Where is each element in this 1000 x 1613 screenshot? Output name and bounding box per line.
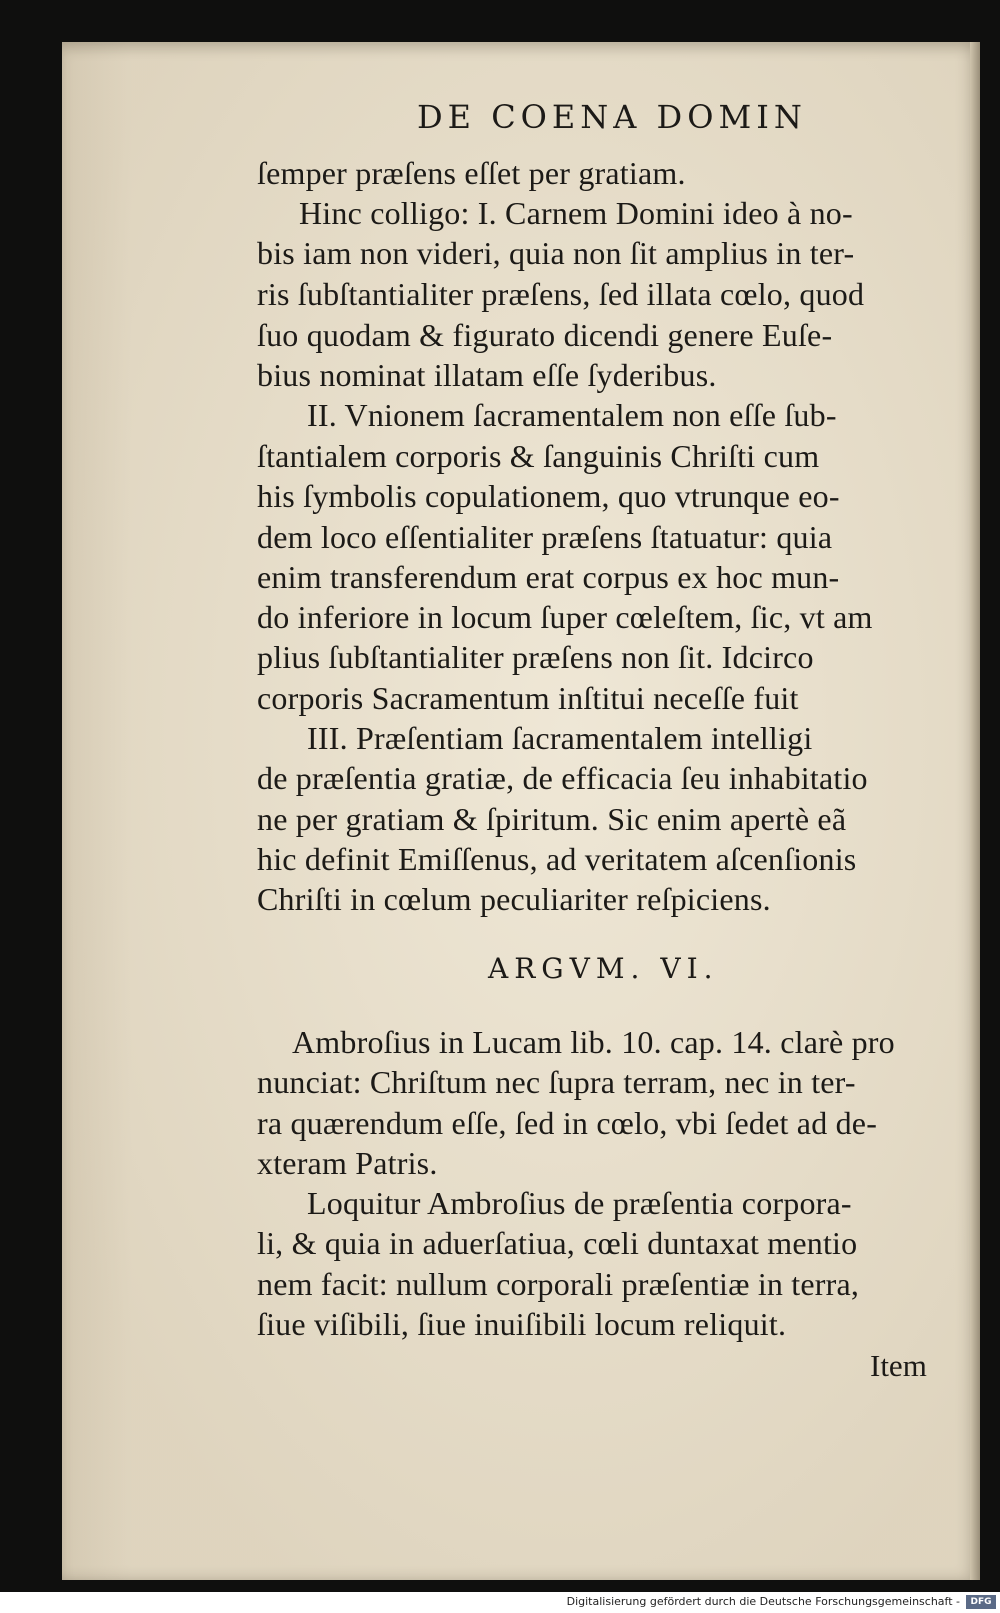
- text-line: bius nominat illatam eſſe ſyderibus.: [257, 357, 717, 393]
- dfg-logo: DFG: [966, 1595, 996, 1609]
- book-page: [62, 42, 980, 1580]
- text-line: Ambroſius in Lucam lib. 10. cap. 14. clarè pro: [292, 1024, 895, 1060]
- text-line: nunciat: Chriſtum nec ſupra terram, nec in ter-: [257, 1064, 856, 1100]
- text-line: plius ſubſtantialiter præſens non ſit. Idcirco: [257, 639, 814, 675]
- text-line: Loquitur Ambroſius de præſentia corpora-: [307, 1185, 852, 1221]
- footer-bar: [0, 1592, 1000, 1613]
- running-head: DE COENA DOMIN: [417, 98, 807, 136]
- footer-credit: Digitalisierung gefördert durch die Deutsche Forschungsgemeinschaft -: [566, 1595, 960, 1608]
- text-line: III. Præſentiam ſacramentalem intelligi: [307, 720, 813, 756]
- text-line: his ſymbolis copulationem, quo vtrunque eo-: [257, 478, 840, 514]
- text-line: corporis Sacramentum inſtitui neceſſe fuit: [257, 680, 799, 716]
- catchword: Item: [870, 1348, 927, 1383]
- text-line: nem facit: nullum corporali præſentiæ in terra,: [257, 1266, 860, 1302]
- text-line: Hinc colligo: I. Carnem Domini ideo à no-: [299, 195, 853, 231]
- text-line: enim transferendum erat corpus ex hoc mun-: [257, 559, 840, 595]
- text-line: ra quærendum eſſe, ſed in cœlo, vbi ſedet ad de-: [257, 1105, 878, 1141]
- text-line: ſiue viſibili, ſiue inuiſibili locum reliquit.: [257, 1306, 787, 1342]
- text-line: hic definit Emiſſenus, ad veritatem aſcenſionis: [257, 841, 857, 877]
- text-line: bis iam non videri, quia non ſit amplius in ter-: [257, 235, 855, 271]
- text-line: ſtantialem corporis & ſanguinis Chriſti cum: [257, 438, 820, 474]
- text-line: ris ſubſtantialiter præſens, ſed illata cœlo, quod: [257, 276, 865, 312]
- section-heading: ARGVM. VI.: [488, 952, 719, 985]
- text-line: ſemper præſens eſſet per gratiam.: [257, 155, 686, 191]
- text-line: ne per gratiam & ſpiritum. Sic enim apertè eã: [257, 801, 847, 837]
- text-line: de præſentia gratiæ, de efficacia ſeu inhabitatio: [257, 760, 868, 796]
- text-line: dem loco eſſentialiter præſens ſtatuatur: quia: [257, 519, 833, 555]
- text-line: li, & quia in aduerſatiua, cœli duntaxat mentio: [257, 1225, 858, 1261]
- text-line: xteram Patris.: [257, 1145, 438, 1181]
- text-line: do inferiore in locum ſuper cœleſtem, ſic, vt am: [257, 599, 873, 635]
- text-line: Chriſti in cœlum peculiariter reſpiciens.: [257, 881, 771, 917]
- text-line: II. Vnionem ſacramentalem non eſſe ſub-: [307, 397, 837, 433]
- text-line: ſuo quodam & figurato dicendi genere Euſe-: [257, 317, 833, 353]
- page-edge: [970, 42, 980, 1580]
